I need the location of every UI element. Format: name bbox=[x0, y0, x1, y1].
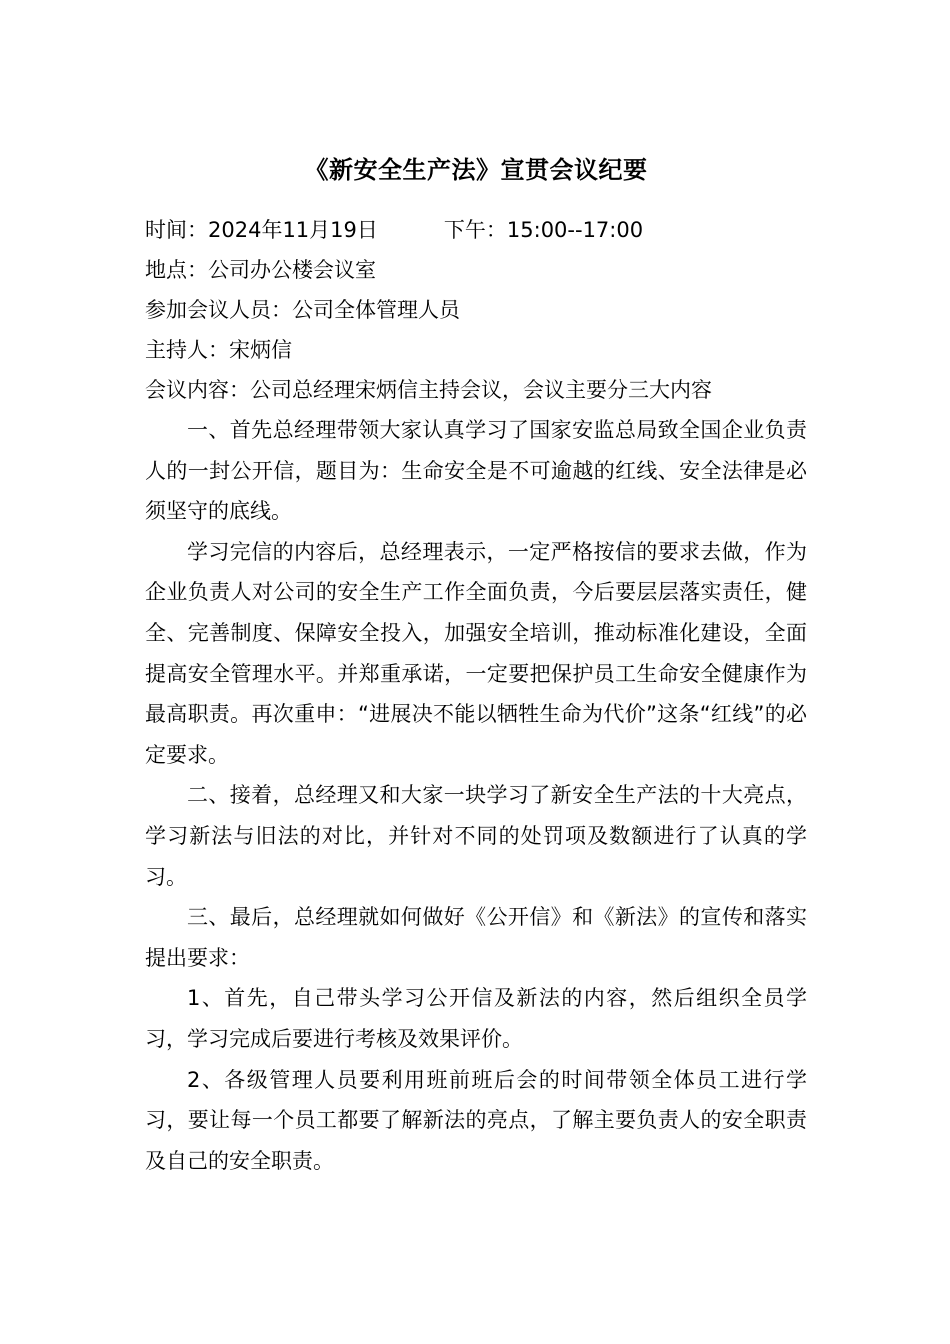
paragraph-manager-statement: 学习完信的内容后，总经理表示，一定严格按信的要求去做，作为企业负责人对公司的安全生产工作全面负责，今后要层层落实责任，健全、完善制度、保障安全投入，加强安全培训，推动标准化建设，全面提高安全管理水平。并郑重承诺，一定要把保护员工生命安全健康作为最高职责。再次重申：“进展决不能以牺牲生命为代价”这条“红线”的必定要求。 bbox=[145, 539, 807, 767]
meeting-date: 2024年11月19日 bbox=[208, 218, 378, 242]
meeting-content-line bbox=[145, 370, 807, 410]
meeting-host: 宋炳信 bbox=[229, 338, 292, 362]
host-label: 主持人： bbox=[145, 338, 229, 362]
meeting-location-line bbox=[145, 250, 807, 290]
location-label: 地点： bbox=[145, 258, 208, 282]
meeting-attendees-line bbox=[145, 290, 807, 330]
document-title: 《新安全生产法》宣贯会议纪要 bbox=[304, 156, 648, 184]
paragraph-section-three: 三、最后，总经理就如何做好《公开信》和《新法》的宣传和落实提出要求： bbox=[145, 905, 807, 970]
meeting-period: 15:00--17:00 bbox=[506, 218, 644, 242]
meeting-location: 公司办公楼会议室 bbox=[208, 258, 376, 282]
content-label: 会议内容： bbox=[145, 378, 250, 402]
paragraph-section-one: 一、首先总经理带领大家认真学习了国家安监总局致全国企业负责人的一封公开信，题目为：生命安全是不可逾越的红线、安全法律是必须坚守的底线。 bbox=[145, 418, 807, 524]
meeting-content-summary: 公司总经理宋炳信主持会议，会议主要分三大内容 bbox=[250, 378, 712, 402]
meeting-attendees: 公司全体管理人员 bbox=[292, 298, 460, 322]
paragraph-section-two: 二、接着，总经理又和大家一块学习了新安全生产法的十大亮点，学习新法与旧法的对比，并针对不同的处罚项及数额进行了认真的学习。 bbox=[145, 783, 807, 889]
paragraph-requirement-two: 2、各级管理人员要利用班前班后会的时间带领全体员工进行学习，要让每一个员工都要了解新法的亮点，了解主要负责人的安全职责及自己的安全职责。 bbox=[145, 1067, 807, 1173]
document-page bbox=[145, 150, 807, 1181]
period-label: 下午： bbox=[443, 218, 507, 242]
attendees-label: 参加会议人员： bbox=[145, 298, 292, 322]
paragraph-requirement-one: 1、首先，自己带头学习公开信及新法的内容，然后组织全员学习，学习完成后要进行考核及效果评价。 bbox=[145, 986, 807, 1051]
meeting-host-line bbox=[145, 330, 807, 370]
meeting-time-line bbox=[145, 210, 807, 250]
time-label: 时间： bbox=[145, 218, 208, 242]
